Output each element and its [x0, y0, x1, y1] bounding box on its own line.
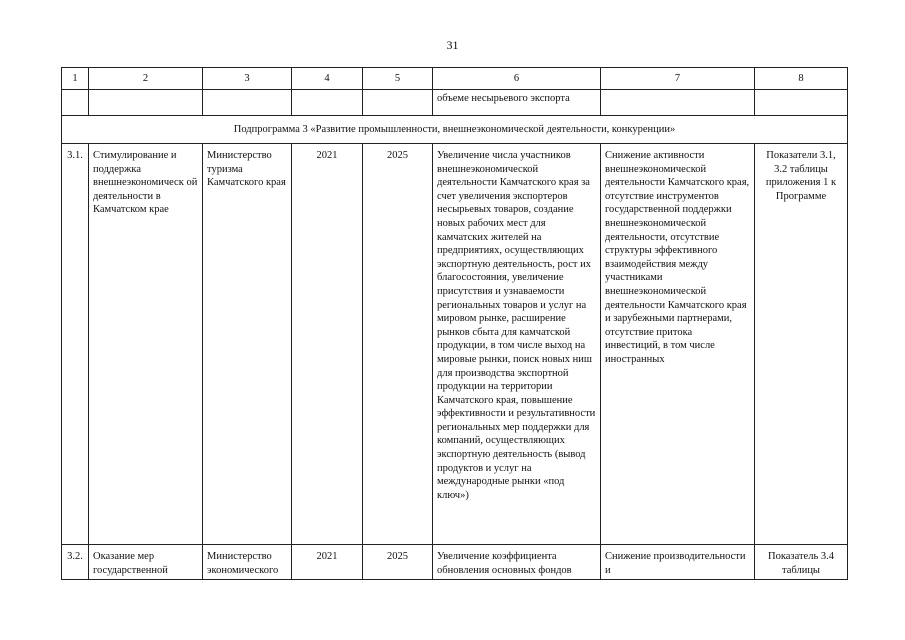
column-number-cell: 8: [755, 68, 848, 90]
item-end-year: 2025: [363, 545, 433, 580]
column-number-cell: 6: [433, 68, 601, 90]
item-start-year: 2021: [292, 545, 363, 580]
item-expected-result: Увеличение коэффициента обновления основных фондов: [433, 545, 601, 580]
table-cell: [203, 90, 292, 116]
table-cell: [601, 90, 755, 116]
item-start-year: 2021: [292, 144, 363, 545]
item-expected-result: Увеличение числа участников внешнеэкономической деятельности Камчатского края за счет увеличения экспортеров несырьевых товаров, создание новых рабочих мест для камчатских жителей на предприятиях, осуществляющих экспортную деятельность, рост их благосостояния, увеличение присутствия и узнаваемости региональных товаров и услуг на мировом рынке, расширение рынков сбыта для камчатской продукции, в том числе выход на мировые рынки, поиск новых ниш для производства экспортной продукции на территории Камчатского края, повышение эффективности и результативности региональных мер поддержки для компаний, осуществляющих экспортную деятельность (вывод продуктов и услуг на международные рынки «под ключ»): [433, 144, 601, 545]
item-consequences: Снижение производительности и: [601, 545, 755, 580]
item-end-year: 2025: [363, 144, 433, 545]
item-number: 3.1.: [62, 144, 89, 545]
column-number-cell: 5: [363, 68, 433, 90]
result-cell: объеме несырьевого экспорта: [433, 90, 601, 116]
program-activities-table: [61, 67, 848, 580]
table-row: [62, 545, 848, 580]
table-row: [62, 144, 848, 545]
item-executor: Министерство экономического: [203, 545, 292, 580]
table-cell: [292, 90, 363, 116]
subprogram-row: [62, 116, 848, 144]
page-number: 31: [446, 38, 459, 52]
column-number-cell: 7: [601, 68, 755, 90]
item-name: Оказание мер государственной: [89, 545, 203, 580]
item-number: 3.2.: [62, 545, 89, 580]
column-number-cell: 4: [292, 68, 363, 90]
item-indicators: Показатели 3.1, 3.2 таблицы приложения 1 к Программе: [755, 144, 848, 545]
table-cell: [89, 90, 203, 116]
subprogram-title: Подпрограмма 3 «Развитие промышленности, внешнеэкономической деятельности, конкуренции»: [62, 116, 848, 144]
column-number-header-row: [62, 68, 848, 90]
table-cell: [755, 90, 848, 116]
table-cell: [363, 90, 433, 116]
item-name: Стимулирование и поддержка внешнеэкономическ ой деятельности в Камчатском крае: [89, 144, 203, 545]
continuation-row: [62, 90, 848, 116]
item-executor: Министерство туризма Камчатского края: [203, 144, 292, 545]
column-number-cell: 1: [62, 68, 89, 90]
item-consequences: Снижение активности внешнеэкономической деятельности Камчатского края, отсутствие инструментов государственной поддержки внешнеэкономической деятельности, отсутствие структуры эффективного взаимодействия между участниками внешнеэкономической деятельности Камчатского края и зарубежными партнерами, отсутствие притока инвестиций, в том числе иностранных: [601, 144, 755, 545]
column-number-cell: 2: [89, 68, 203, 90]
item-indicators: Показатель 3.4 таблицы: [755, 545, 848, 580]
table-cell: [62, 90, 89, 116]
column-number-cell: 3: [203, 68, 292, 90]
